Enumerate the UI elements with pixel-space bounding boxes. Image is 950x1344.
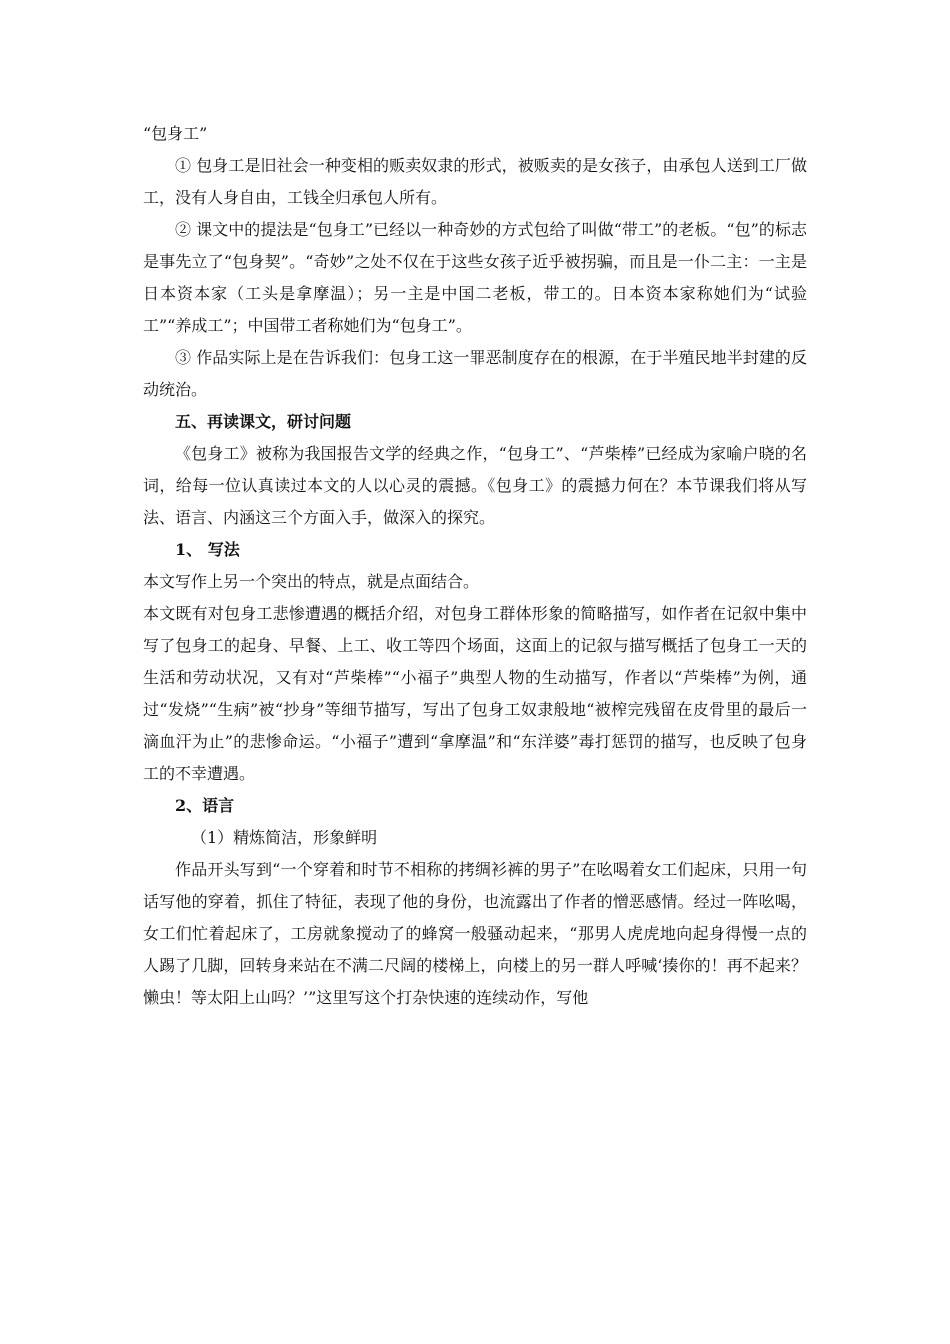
subsection-2-body: 作品开头写到“一个穿着和时节不相称的拷绸衫裤的男子”在吆喝着女工们起床，只用一句话写他的穿着，抓住了特征，表现了他的身份，也流露出了作者的憎恶感情。经过一阵吆喝，女工们忙着起床了，工房就象搅动了的蜂窝一般骚动起来，“那男人虎虎地向起身得慢一点的人踢了几脚，回转身来站在不满二尺阔的楼梯上，向楼上的另一群人呼喊‘揍你的！再不起来？懒虫！等太阳上山吗？’”这里写这个打杂快速的连续动作，写他	[143, 860, 807, 1007]
term-point-1: ① 包身工是旧社会一种变相的贩卖奴隶的形式，被贩卖的是女孩子，由承包人送到工厂做工，没有人身自由，工钱全归承包人所有。	[143, 156, 807, 207]
subsection-2-point-1: （1）精炼简洁，形象鲜明	[191, 828, 378, 847]
subsection-1-heading: 1、 写法	[175, 540, 240, 559]
document-page	[143, 118, 807, 1014]
term-title: “包身工”	[143, 124, 208, 143]
subsection-1-body: 本文既有对包身工悲惨遭遇的概括介绍，对包身工群体形象的简略描写，如作者在记叙中集中写了包身工的起身、早餐、上工、收工等四个场面，这面上的记叙与描写概括了包身工一天的生活和劳动状况，又有对“芦柴棒”“小福子”典型人物的生动描写，作者以“芦柴棒”为例，通过“发烧”“生病”被“抄身”等细节描写，写出了包身工奴隶般地“被榨完残留在皮骨里的最后一滴血汗为止”的悲惨命运。“小福子”遭到“拿摩温”和“东洋婆”毒打惩罚的描写，也反映了包身工的不幸遭遇。	[143, 604, 807, 783]
section-5-heading: 五、再读课文，研讨问题	[175, 412, 352, 431]
term-point-3: ③ 作品实际上是在告诉我们：包身工这一罪恶制度存在的根源，在于半殖民地半封建的反动统治。	[143, 348, 807, 399]
term-point-2: ② 课文中的提法是“包身工”已经以一种奇妙的方式包给了叫做“带工”的老板。“包”的标志是事先立了“包身契”。“奇妙”之处不仅在于这些女孩子近乎被拐骗，而且是一仆二主：一主是日本资本家（工头是拿摩温）；另一主是中国二老板，带工的。日本资本家称她们为“试验工”“养成工”；中国带工者称她们为“包身工”。	[143, 220, 807, 335]
subsection-1-summary: 本文写作上另一个突出的特点，就是点面结合。	[143, 572, 480, 591]
section-5-intro: 《包身工》被称为我国报告文学的经典之作，“包身工”、“芦柴棒”已经成为家喻户晓的名词，给每一位认真读过本文的人以心灵的震撼。《包身工》的震撼力何在？本节课我们将从写法、语言、内涵这三个方面入手，做深入的探究。	[143, 444, 807, 527]
subsection-2-heading: 2、语言	[175, 796, 235, 815]
